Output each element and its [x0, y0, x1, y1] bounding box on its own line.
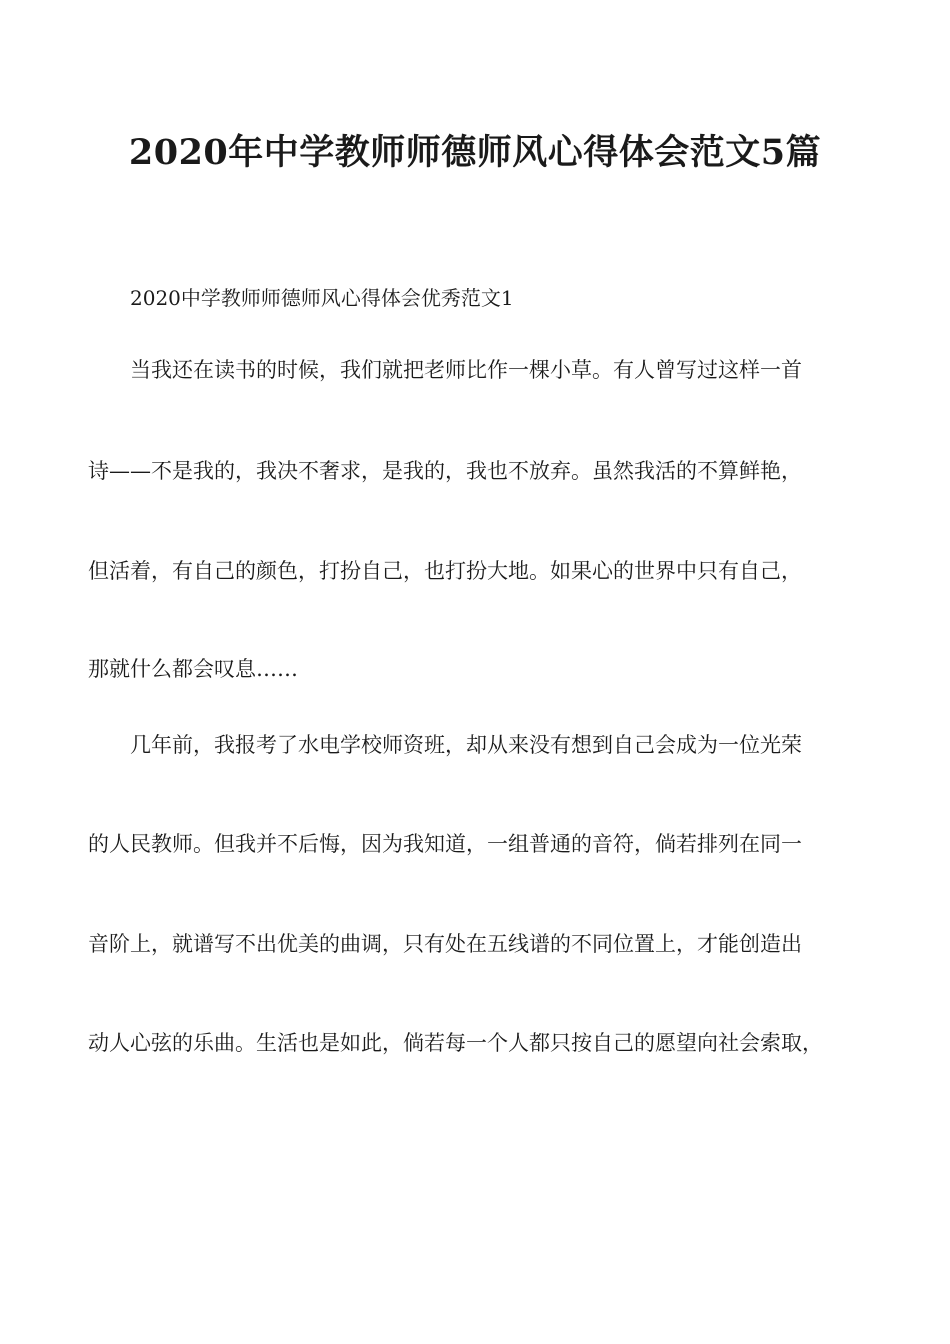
- document-title: 2020年中学教师师德师风心得体会范文5篇: [128, 132, 822, 173]
- paragraph-line: 几年前，我报考了水电学校师资班，却从来没有想到自己会成为一位光荣: [130, 733, 802, 757]
- paragraph-line: 的人民教师。但我并不后悔，因为我知道，一组普通的音符，倘若排列在同一: [88, 832, 802, 856]
- paragraph-line: 音阶上，就谱写不出优美的曲调，只有处在五线谱的不同位置上，才能创造出: [88, 932, 802, 956]
- section-heading: 2020中学教师师德师风心得体会优秀范文1: [130, 286, 514, 310]
- paragraph-line: 当我还在读书的时候，我们就把老师比作一棵小草。有人曾写过这样一首: [130, 358, 802, 382]
- paragraph-line: 但活着，有自己的颜色，打扮自己，也打扮大地。如果心的世界中只有自己，: [88, 559, 802, 583]
- paragraph-line: 那就什么都会叹息……: [88, 657, 298, 681]
- paragraph-line: 动人心弦的乐曲。生活也是如此，倘若每一个人都只按自己的愿望向社会索取，: [88, 1031, 823, 1055]
- paragraph-line: 诗——不是我的，我决不奢求，是我的，我也不放弃。虽然我活的不算鲜艳，: [88, 459, 802, 483]
